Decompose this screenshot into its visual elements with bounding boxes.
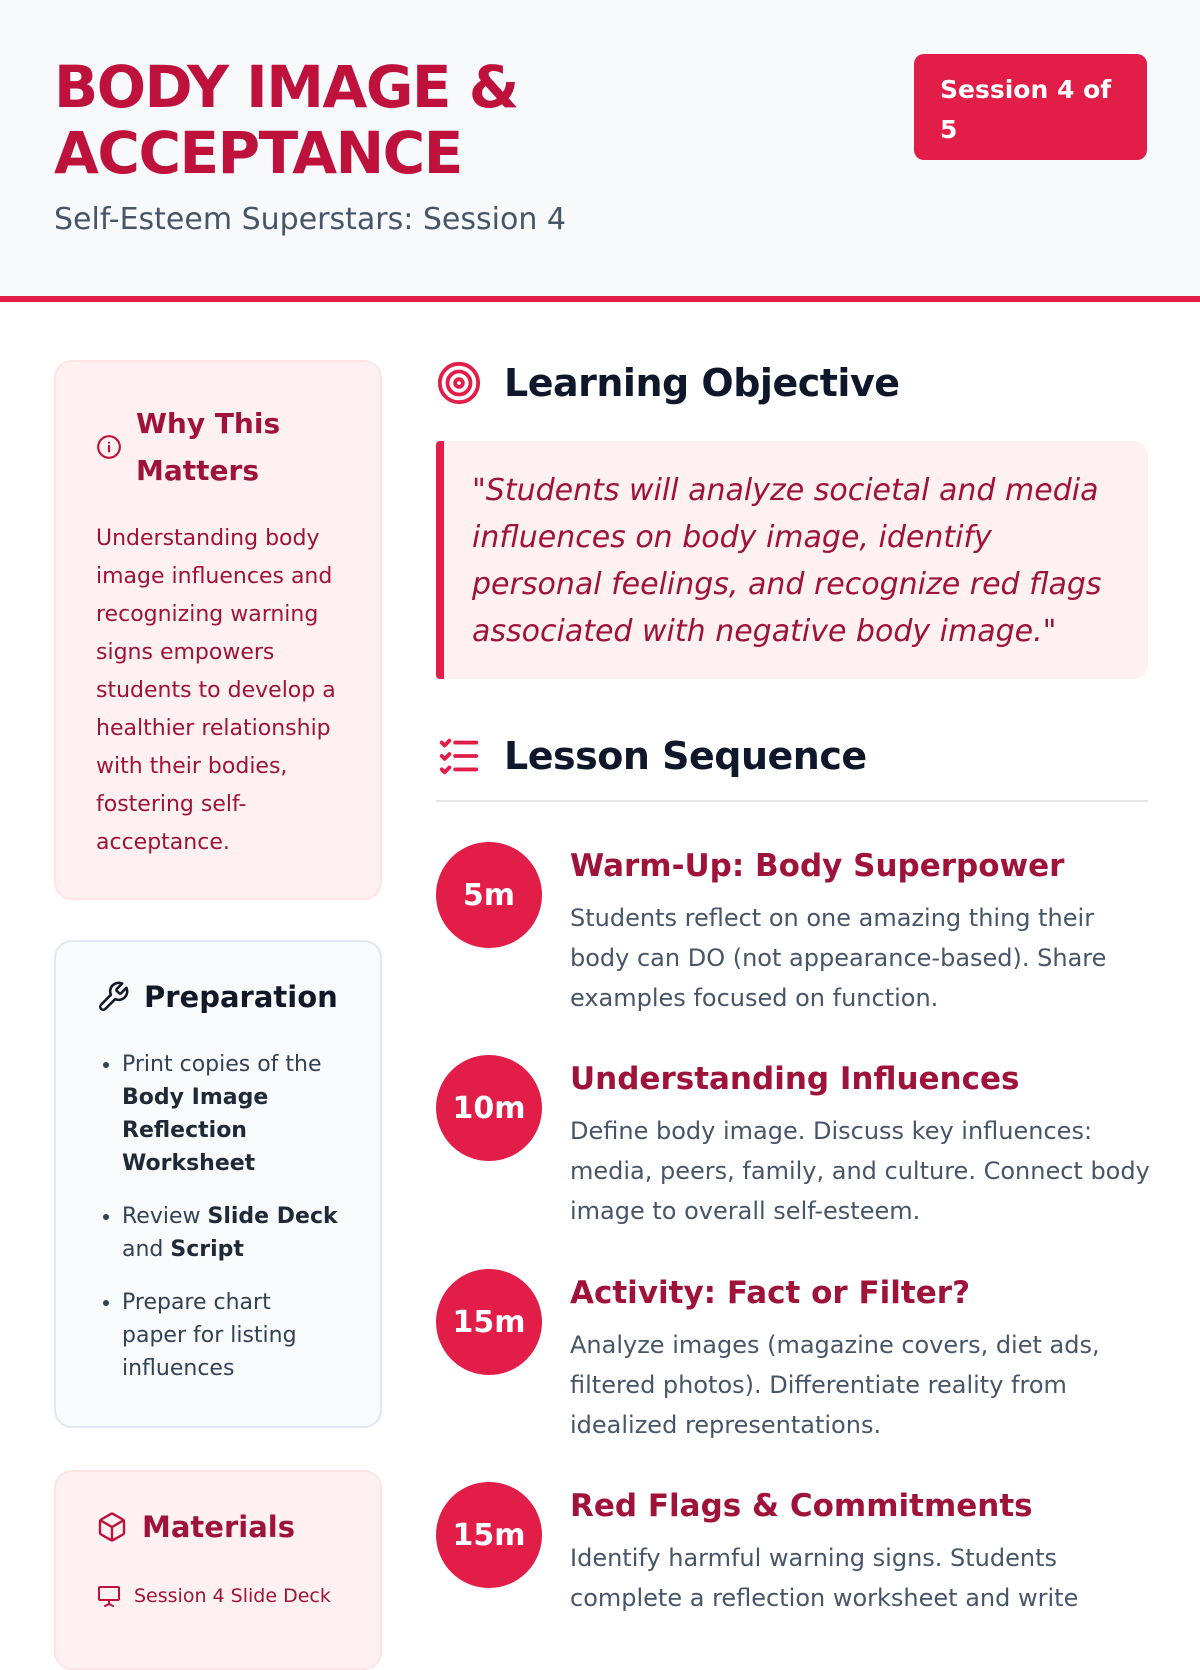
materials-card (54, 1470, 382, 1670)
wrench-icon (96, 980, 130, 1014)
prep-text: and (122, 1237, 171, 1262)
page-title (54, 54, 754, 186)
step-title: Red Flags & Commitments (570, 1488, 1033, 1524)
box-icon (96, 1511, 128, 1543)
prep-text: Print copies of the (122, 1052, 322, 1077)
materials-item-label: Session 4 Slide Deck (134, 1585, 331, 1607)
why-card-title-line2: Matters (136, 454, 259, 487)
step-title: Warm-Up: Body Superpower (570, 848, 1065, 884)
step-title: Understanding Influences (570, 1061, 1020, 1097)
step-duration-badge: 5m (436, 842, 542, 948)
page-title-line1: BODY IMAGE & (54, 53, 518, 121)
step-description: Students reflect on one amazing thing their body can DO (not appearance-based). Share examples focused on function. (570, 904, 1107, 1012)
prep-text: Review (122, 1204, 208, 1229)
presentation-icon (96, 1584, 122, 1608)
lesson-sequence-title: Lesson Sequence (504, 734, 867, 778)
why-this-matters-card (54, 360, 382, 900)
page-title-line2: ACCEPTANCE (54, 119, 462, 187)
learning-objective-header (436, 360, 900, 406)
preparation-card-title: Preparation (144, 980, 338, 1014)
info-icon (96, 434, 122, 460)
materials-item (96, 1584, 340, 1608)
why-card-title (136, 400, 280, 494)
lesson-sequence-header (436, 733, 867, 779)
prep-bold-text: Script (170, 1237, 244, 1262)
step-duration-badge: 10m (436, 1055, 542, 1161)
preparation-card-header (96, 980, 340, 1014)
target-icon (436, 360, 482, 406)
why-card-title-line1: Why This (136, 407, 281, 440)
session-badge (914, 54, 1147, 160)
prep-bold-text: Slide Deck (207, 1204, 338, 1229)
learning-objective-title: Learning Objective (504, 361, 900, 405)
preparation-card (54, 940, 382, 1428)
why-card-header (96, 400, 340, 494)
step-duration-badge: 15m (436, 1269, 542, 1375)
learning-objective-quote: "Students will analyze societal and media influences on body image, identify personal feelings, and recognize red flags associated with negative body image." (436, 441, 1148, 679)
step-description: Analyze images (magazine covers, diet ads, filtered photos). Differentiate reality from idealized representations. (570, 1331, 1100, 1439)
materials-card-header (96, 1510, 340, 1544)
page-header (0, 0, 1200, 302)
prep-text: Prepare chart paper for listing influences (122, 1290, 297, 1381)
preparation-item (122, 1286, 340, 1385)
preparation-item (122, 1200, 340, 1266)
why-card-text: Understanding body image influences and recognizing warning signs empowers students to develop a healthier relationship with their bodies, fostering self-acceptance. (96, 526, 336, 855)
session-badge-line1: Session 4 of (940, 75, 1112, 104)
step-duration-badge: 15m (436, 1482, 542, 1588)
checklist-icon (436, 733, 482, 779)
prep-bold-text: Body Image Reflection Worksheet (122, 1085, 269, 1176)
preparation-item (122, 1048, 340, 1180)
step-description: Identify harmful warning signs. Students complete a reflection worksheet and write (570, 1544, 1079, 1612)
lesson-sequence-divider (436, 800, 1148, 802)
preparation-list (96, 1048, 340, 1385)
materials-card-title: Materials (142, 1510, 295, 1544)
step-title: Activity: Fact or Filter? (570, 1275, 971, 1311)
session-badge-line2: 5 (940, 115, 958, 144)
page-subtitle: Self-Esteem Superstars: Session 4 (54, 202, 566, 237)
step-description: Define body image. Discuss key influences: media, peers, family, and culture. Connect body image to overall self-esteem. (570, 1117, 1150, 1225)
